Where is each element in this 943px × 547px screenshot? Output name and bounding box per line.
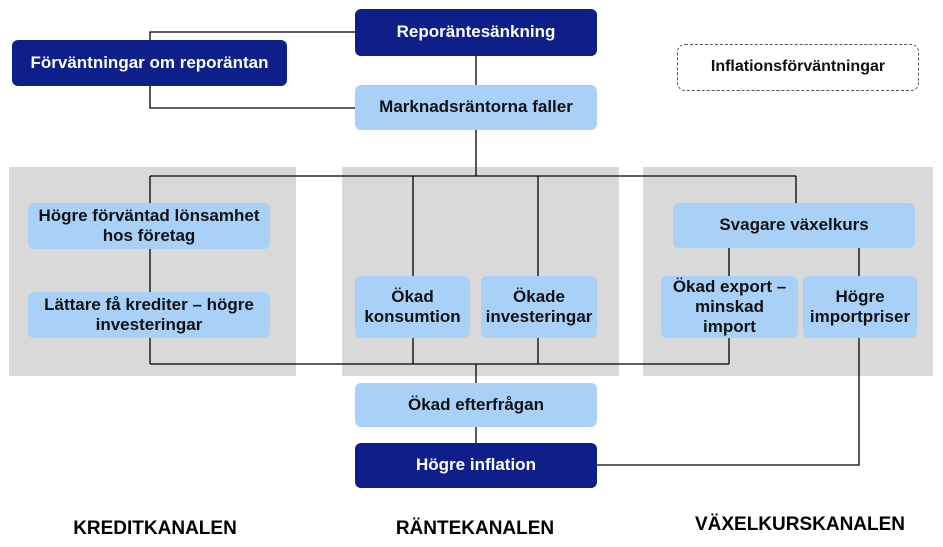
- kreditkanalen-label: KREDITKANALEN: [73, 518, 237, 539]
- konsumtion-box: Ökad konsumtion: [355, 276, 470, 338]
- marknadsrantorna-box: Marknadsräntorna faller: [355, 85, 597, 130]
- connector-importpriser-inflation: [597, 338, 859, 465]
- investeringar-box: Ökade investeringar: [481, 276, 597, 338]
- krediter-box: Lättare få krediter – högre investeringar: [28, 292, 270, 338]
- lonsamhet-box: Högre förväntad lönsamhet hos företag: [28, 203, 270, 249]
- reporantesankning-box: Reporäntesänkning: [355, 9, 597, 56]
- vaxelkurs-box: Svagare växelkurs: [673, 203, 915, 248]
- forvantningar-box: Förväntningar om reporäntan: [12, 40, 287, 86]
- efterfragan-box: Ökad efterfrågan: [355, 383, 597, 427]
- rantekanalen-label: RÄNTEKANALEN: [395, 518, 555, 539]
- importpriser-box: Högre importpriser: [803, 276, 917, 338]
- inflation-box: Högre inflation: [355, 443, 597, 488]
- inflationsforvantningar-box: Inflationsförväntningar: [677, 44, 919, 91]
- vaxelkurskanalen-label: VÄXELKURSKANALEN: [694, 514, 906, 535]
- export-box: Ökad export – minskad import: [661, 276, 798, 338]
